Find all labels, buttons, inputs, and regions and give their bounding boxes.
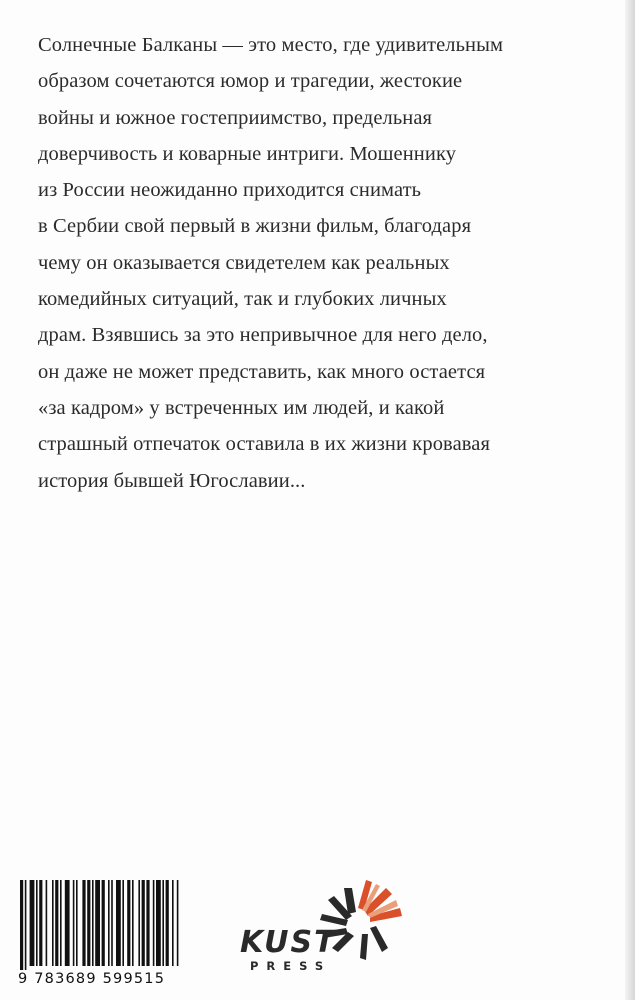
barcode-bar <box>156 880 161 966</box>
blurb-line: доверчивость и коварные интриги. Мошеннику <box>38 142 457 165</box>
barcode-bar <box>36 880 38 966</box>
barcode-bar <box>25 880 27 972</box>
cover-edge <box>625 0 635 1000</box>
barcode-bar <box>127 880 130 966</box>
blurb-line: он даже не может представить, как много остается <box>38 360 486 383</box>
barcode-bar <box>153 880 155 966</box>
barcode-bar <box>55 880 58 966</box>
barcode-bar <box>65 880 70 966</box>
barcode-bar <box>73 880 75 966</box>
barcode-bar <box>39 880 42 966</box>
barcode-bar <box>102 880 105 966</box>
barcode-bar <box>52 880 54 966</box>
barcode-bar <box>138 880 140 966</box>
barcode-bar <box>30 880 35 966</box>
barcode-bar <box>76 880 78 966</box>
barcode-bar <box>132 880 134 966</box>
blurb-line: Солнечные Балканы — это место, где удивительным <box>38 34 504 56</box>
blurb-line: комедийных ситуаций, так и глубоких личных <box>38 288 447 311</box>
blurb-line: история бывшей Югославии... <box>38 469 306 492</box>
barcode-bar <box>122 880 124 966</box>
blurb-line: страшный отпечаток оставила в их жизни кровавая <box>38 433 491 456</box>
publisher-subtitle: PRESS <box>250 959 332 973</box>
barcode-bar <box>95 880 100 966</box>
barcode-bar <box>108 880 110 966</box>
publisher-name: KUST <box>240 925 337 960</box>
blurb-line: «за кадром» у встреченных им людей, и какой <box>38 396 445 419</box>
barcode-bar <box>46 880 48 966</box>
barcode-bar <box>172 880 174 966</box>
blurb-line: драм. Взявшись за это непривычное для него дело, <box>38 324 488 347</box>
barcode-bar <box>166 880 169 966</box>
blurb-line: в Сербии свой первый в жизни фильм, благодаря <box>38 215 472 238</box>
barcode-bar <box>92 880 94 966</box>
isbn-barcode <box>18 880 180 988</box>
blurb-line: из России неожиданно приходится снимать <box>38 179 422 202</box>
isbn-number: 9 783689 599515 <box>18 970 180 988</box>
barcode-bar <box>20 880 23 972</box>
barcode-bar <box>60 880 62 966</box>
blurb-line: образом сочетаются юмор и трагедии, жестокие <box>38 70 463 93</box>
barcode-bar <box>146 880 149 966</box>
barcode-bar <box>87 880 90 966</box>
barcode-bar <box>82 880 85 966</box>
blurb-text <box>38 27 538 499</box>
blurb-line: чему он оказывается свидетелем как реальных <box>38 251 450 274</box>
barcode-bar <box>177 880 179 966</box>
barcode-bar <box>162 880 164 966</box>
barcode-bar <box>116 880 121 966</box>
barcode-bar <box>111 880 113 966</box>
publisher-logo <box>238 878 408 978</box>
barcode-icon <box>18 880 180 972</box>
barcode-bar <box>142 880 145 966</box>
blurb-line: войны и южное гостеприимство, предельная <box>38 106 433 129</box>
